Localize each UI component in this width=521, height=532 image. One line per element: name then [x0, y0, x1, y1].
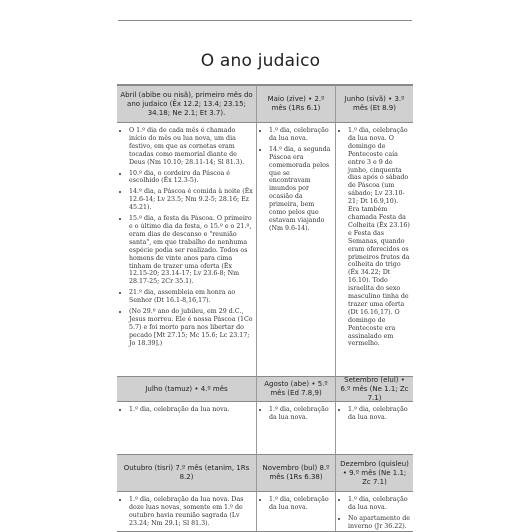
- cell-may: [256, 123, 335, 376]
- header-december: Dezembro (quisleu) • 9.º mês (Ne 1.1; Zc 7.1): [335, 454, 413, 492]
- list-item: • 1.º dia, celebração da lua nova.: [348, 406, 410, 422]
- cell-november: [256, 492, 335, 531]
- list-item: • (No 29.º ano do jubileu, em 29 d.C., Jesus morreu. Ele é nossa Páscoa (1Co 5.7) e foi morto para nos libertar do pecado [Mt 27.15; Mc 15.6; Lc 23.17; Jo 18.39].): [129, 308, 253, 348]
- list-item: • 21.º dia, assembleia em honra ao Senhor (Dt 16.1-8,16,17).: [129, 289, 253, 305]
- cell-august: [256, 402, 335, 454]
- list-item: • 15.º dia, a festa da Páscoa. O primeiro e o último dia da festa, o 15.º e o 21.º, eram dias de descanso e "reunião santa", em que trabalho de nenhuma espécie podia ser realizado. Todos os homens de vinte anos para cima tinham de trazer uma oferta (Êx 12.15-20; 23.14-17; Lv 23.6-8; Nm 28.17-25; 2Cr 35.1).: [129, 215, 253, 286]
- cell-december: [335, 492, 413, 531]
- list-item: • 1.º dia, celebração da lua nova.: [269, 496, 332, 512]
- cell-july: [117, 402, 256, 454]
- top-divider: [118, 20, 412, 21]
- cell-april: [117, 123, 256, 376]
- list-item: • 10.º dia, o cordeiro da Páscoa é escolhido (Êx 12.3-5).: [129, 170, 253, 186]
- header-september: Setembro (elul) • 6.º mês (Ne 1.1; Zc 7.1): [335, 376, 413, 402]
- list-item: • 1.º dia, celebração da lua nova.: [269, 406, 332, 422]
- list-item: • No apartamento de inverno (Jr 36.22).: [348, 515, 410, 531]
- list-item: • O 1.º dia de cada mês é chamado início do mês ou lua nova, um dia festivo, em que as cornetas eram tocadas como memorial diante de Deus (Nm 10.10; 28.11-14; Sl 81.3).: [129, 127, 253, 167]
- jewish-calendar-table: [117, 84, 413, 532]
- cell-june: [335, 123, 413, 376]
- list-item: • 1.º dia, celebração da lua nova.: [269, 127, 332, 143]
- header-july: Julho (tamuz) • 4.º mês: [117, 376, 256, 402]
- list-item: • 14.º dia, a Páscoa é comida à noite (Êx 12.6-14; Lv 23.5; Nm 9.2-5; 28.16; Ez 45.21).: [129, 188, 253, 212]
- list-item: • 1.º dia, celebração da lua nova. O domingo de Pentecoste caía entre 3 e 9 de junho, cinquenta dias após o sábado de Páscoa (um sábado; Lv 23.10-21; Dt 16.9,10). Era também chamada Festa da Colheita (Êx 23.16) e Festa das Semanas, quando eram oferecidos os primeiros frutos da colheita do trigo (Êx 34.22; Dt 16.10). Todo israelita do sexo masculino tinha de trazer uma oferta (Dt 16.16,17). O domingo de Pentecoste era assinalado em vermelho.: [348, 127, 410, 348]
- header-june: Junho (sivã) • 3.º mês (Et 8.9): [335, 85, 413, 123]
- header-november: Novembro (bul) 8.º mês (1Rs 6.38): [256, 454, 335, 492]
- header-august: Agosto (abe) • 5.º mês (Ed 7.8,9): [256, 376, 335, 402]
- page-title: O ano judaico: [200, 51, 321, 72]
- list-item: • 1.º dia, celebração da lua nova. Das doze luas novas, somente em 1.º de outubro havia reunião sagrada (Lv 23.24; Nm 29.1; Sl 81.3).: [129, 496, 253, 528]
- cell-september: [335, 402, 413, 454]
- list-item: • 1.º dia, celebração da lua nova.: [348, 496, 410, 512]
- header-october: Outubro (tisri) 7.º mês (etanim, 1Rs 8.2): [117, 454, 256, 492]
- header-may: Maio (zive) • 2.º mês (1Rs 6.1): [256, 85, 335, 123]
- list-item: • 14.º dia, a segunda Páscoa era comemorada pelos que se encontravam imundos por ocasião da primeira, bem como pelos que estavam viajando (Nm 9.6-14).: [269, 146, 332, 233]
- header-april: Abril (abibe ou nisã), primeiro mês do ano judaico (Êx 12.2; 13.4; 23.15; 34.18; Ne 2.1; Et 3.7).: [117, 85, 256, 123]
- list-item: • 1.º dia, celebração da lua nova.: [129, 406, 253, 414]
- cell-october: [117, 492, 256, 531]
